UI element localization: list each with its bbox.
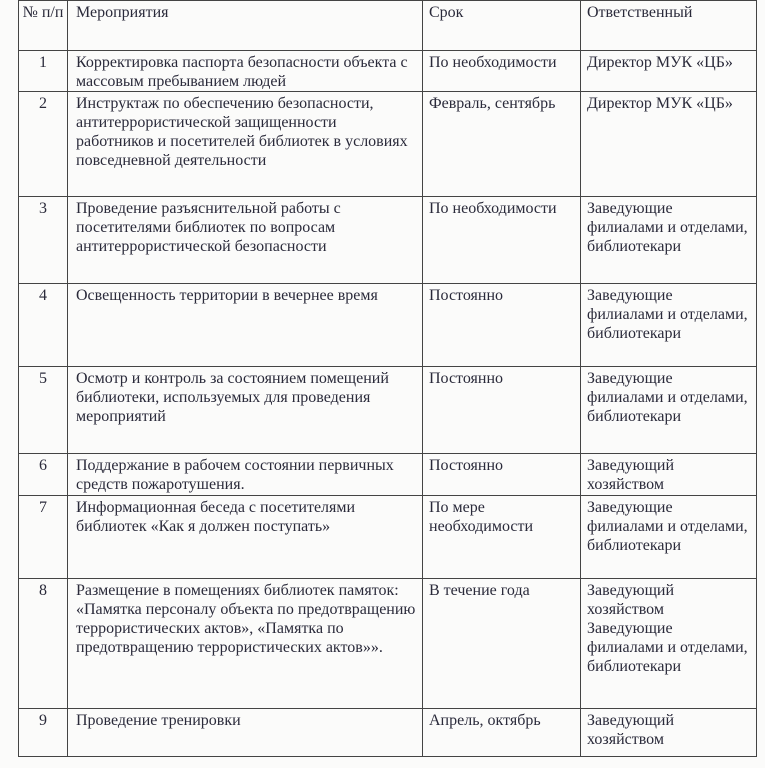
- row-event: Корректировка паспорта безопасности объекта с массовым пребыванием людей: [68, 51, 423, 92]
- table-row: [19, 51, 757, 92]
- row-term: В течение года: [423, 579, 581, 709]
- header-responsible: Ответственный: [581, 1, 757, 51]
- table-row: [19, 284, 757, 367]
- header-term: Срок: [423, 1, 581, 51]
- row-num: 4: [19, 284, 68, 367]
- row-responsible: Заведующие филиалами и отделами, библиотекари: [581, 197, 757, 284]
- row-responsible: Заведующие филиалами и отделами, библиотекари: [581, 496, 757, 579]
- row-num: 7: [19, 496, 68, 579]
- table-row: [19, 709, 757, 757]
- row-term: По мере необходимости: [423, 496, 581, 579]
- row-event: Инструктаж по обеспечению безопасности, антитеррористической защищенности работников и посетителей библиотек в условиях повседневной деятельности: [68, 92, 423, 197]
- row-event: Проведение разъяснительной работы с посетителями библиотек по вопросам антитеррористической безопасности: [68, 197, 423, 284]
- row-num: 1: [19, 51, 68, 92]
- row-num: 8: [19, 579, 68, 709]
- row-event: Информационная беседа с посетителями библиотек «Как я должен поступать»: [68, 496, 423, 579]
- header-event: Мероприятия: [68, 1, 423, 51]
- row-term: По необходимости: [423, 197, 581, 284]
- row-responsible: Директор МУК «ЦБ»: [581, 51, 757, 92]
- row-responsible: Заведующий хозяйством: [581, 709, 757, 757]
- table-row: [19, 92, 757, 197]
- table-row: [19, 496, 757, 579]
- table-row: [19, 579, 757, 709]
- row-responsible: Заведующие филиалами и отделами, библиотекари: [581, 367, 757, 454]
- row-term: По необходимости: [423, 51, 581, 92]
- table-header-row: [19, 1, 757, 51]
- header-num: № п/п: [19, 1, 68, 51]
- row-responsible: Заведующий хозяйством: [581, 454, 757, 496]
- row-responsible: Директор МУК «ЦБ»: [581, 92, 757, 197]
- row-num: 5: [19, 367, 68, 454]
- row-responsible: Заведующие филиалами и отделами, библиотекари: [581, 284, 757, 367]
- row-term: Апрель, октябрь: [423, 709, 581, 757]
- table-row: [19, 197, 757, 284]
- table-row: [19, 454, 757, 496]
- row-responsible: Заведующий хозяйством Заведующие филиалами и отделами, библиотекари: [581, 579, 757, 709]
- row-term: Постоянно: [423, 454, 581, 496]
- events-table: [18, 0, 757, 757]
- row-term: Февраль, сентябрь: [423, 92, 581, 197]
- row-event: Осмотр и контроль за состоянием помещений библиотеки, используемых для проведения мероприятий: [68, 367, 423, 454]
- row-term: Постоянно: [423, 367, 581, 454]
- row-event: Освещенность территории в вечернее время: [68, 284, 423, 367]
- row-num: 2: [19, 92, 68, 197]
- row-event: Поддержание в рабочем состоянии первичных средств пожаротушения.: [68, 454, 423, 496]
- row-event: Проведение тренировки: [68, 709, 423, 757]
- row-term: Постоянно: [423, 284, 581, 367]
- row-num: 3: [19, 197, 68, 284]
- row-event: Размещение в помещениях библиотек памяток: «Памятка персоналу объекта по предотвращению террористических актов», «Памятка по предотвращению террористических актов»».: [68, 579, 423, 709]
- table-row: [19, 367, 757, 454]
- row-num: 6: [19, 454, 68, 496]
- row-num: 9: [19, 709, 68, 757]
